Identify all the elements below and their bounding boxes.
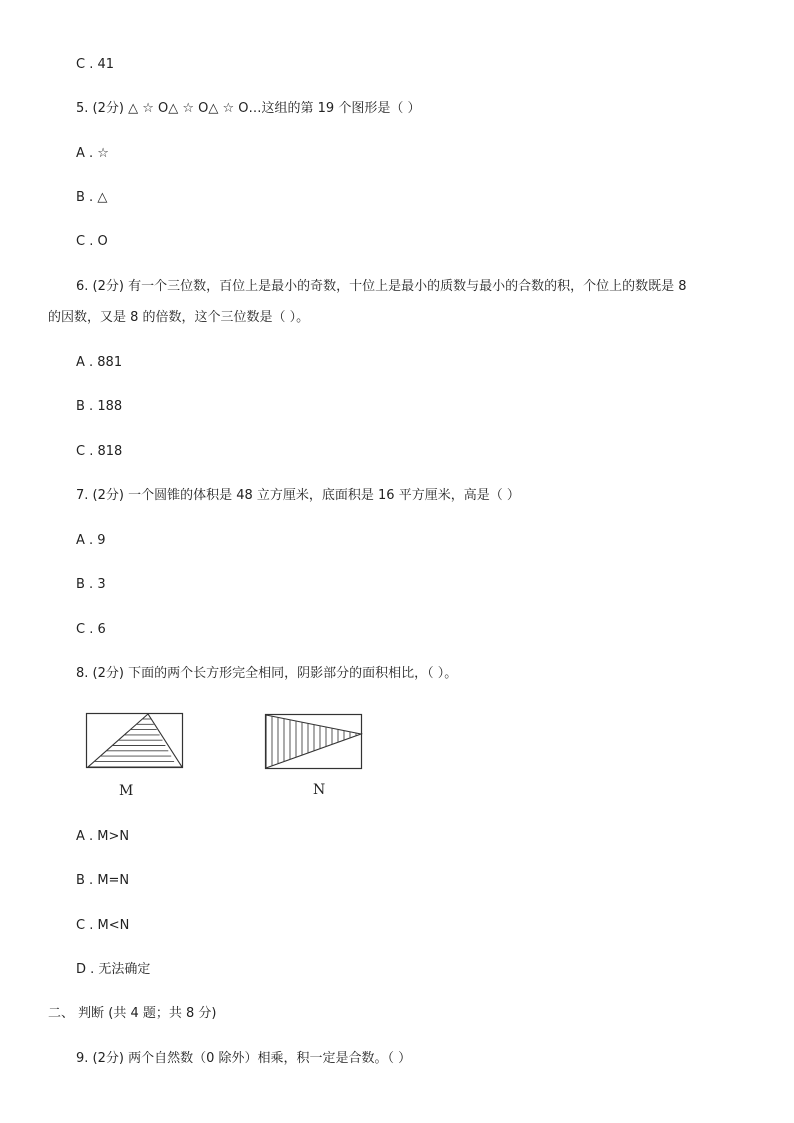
question-5-option-c: C . O (76, 234, 108, 249)
question-8-option-d: D . 无法确定 (76, 962, 151, 977)
question-8-option-a: A . M>N (76, 829, 130, 844)
question-8-option-c: C . M<N (76, 918, 130, 933)
question-6-line-2: 的因数，又是 8 的倍数，这个三位数是（ ）。 (48, 310, 310, 325)
question-5-option-b: B . △ (76, 190, 108, 205)
question-6-line-1: 6. (2分) 有一个三位数，百位上是最小的奇数，十位上是最小的质数与最小的合数的积，个位上的数既是 8 (76, 279, 687, 294)
question-8-option-b: B . M=N (76, 873, 130, 888)
figure-n-label: N (313, 782, 326, 798)
figure-n (265, 714, 363, 771)
question-7-option-b: B . 3 (76, 577, 106, 592)
figure-m (86, 713, 184, 770)
question-9: 9. (2分) 两个自然数（0 除外）相乘，积一定是合数。（ ） (76, 1051, 412, 1066)
question-5-option-a: A . ☆ (76, 146, 109, 161)
question-6-option-b: B . 188 (76, 399, 123, 414)
question-7-option-a: A . 9 (76, 533, 106, 548)
option-c-41: C . 41 (76, 57, 115, 72)
figure-m-label: M (119, 783, 134, 799)
question-6-option-a: A . 881 (76, 355, 123, 370)
question-7: 7. (2分) 一个圆锥的体积是 48 立方厘米，底面积是 16 平方厘米，高是（ ） (76, 488, 520, 503)
question-7-option-c: C . 6 (76, 622, 106, 637)
section-2-heading: 二、 判断 (共 4 题；共 8 分) (48, 1006, 217, 1021)
question-6-option-c: C . 818 (76, 444, 123, 459)
question-8: 8. (2分) 下面的两个长方形完全相同，阴影部分的面积相比，（ ）。 (76, 666, 458, 681)
question-5: 5. (2分) △ ☆ O△ ☆ O△ ☆ O…这组的第 19 个图形是（ ） (76, 101, 421, 116)
